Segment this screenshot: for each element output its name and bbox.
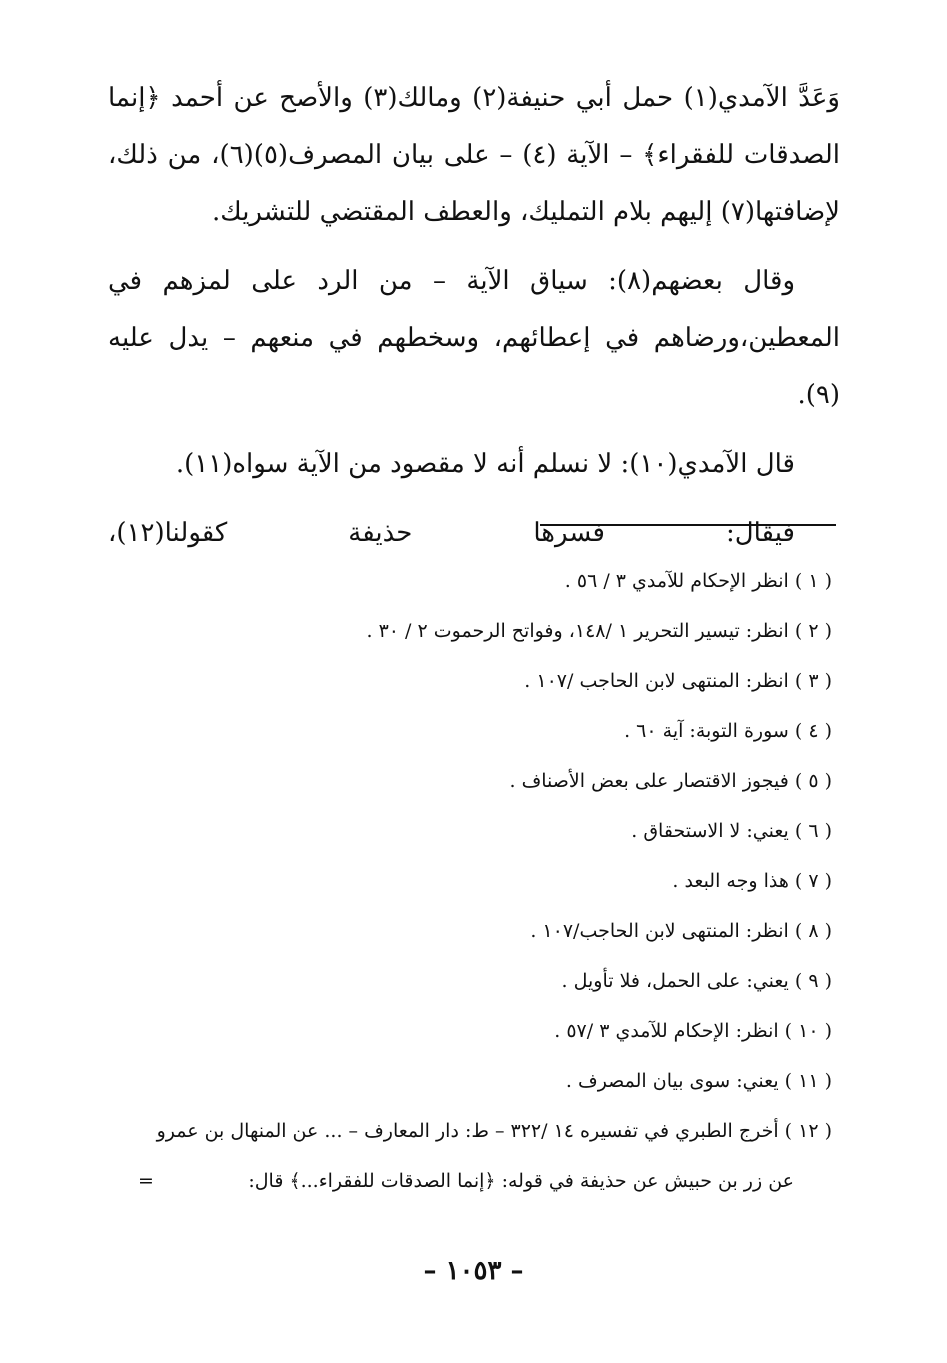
footnote-5: ( ٥ ) فيجوز الاقتصار على بعض الأصناف .: [509, 770, 832, 792]
paragraph-4: فيقال: فسرها حذيفة كقولنا(١٢)،: [108, 518, 795, 548]
footnote-4: ( ٤ ) سورة التوبة: آية ٦٠ .: [624, 720, 832, 742]
footnote-6: ( ٦ ) يعني: لا الاستحقاق .: [631, 820, 832, 842]
paragraph-3: قال الآمدي(١٠): لا نسلم أنه لا مقصود من الآية سواه(١١).: [175, 449, 795, 479]
footnote-12: ( ١٢ ) أخرج الطبري في تفسيره ١٤ /٣٢٢ – ط: دار المعارف – ... عن المنهال بن عمرو: [156, 1120, 832, 1142]
paragraph-2: وقال بعضهم(٨): سياق الآية – من الرد على لمزهم في المعطين،ورضاهم في إعطائهم، وسخطهم في منعهم – يدل عليه (٩).: [108, 266, 840, 410]
footnotes: [108, 556, 832, 1206]
footnote-12-continuation: [108, 1156, 832, 1206]
main-text: [108, 70, 840, 574]
continuation-mark: =: [138, 1170, 154, 1192]
footnote-separator: [540, 524, 836, 526]
footnote-continuation-text: عن زر بن حبيش عن حذيفة في قوله: ﴿إنما الصدقات للفقراء...﴾ قال:: [248, 1170, 794, 1192]
footnote-7: ( ٧ ) هذا وجه البعد .: [672, 870, 832, 892]
footnote-3: ( ٣ ) انظر: المنتهى لابن الحاجب /١٠٧ .: [524, 670, 832, 692]
footnote-9: ( ٩ ) يعني: على الحمل، فلا تأويل .: [561, 970, 832, 992]
footnote-8: ( ٨ ) انظر: المنتهى لابن الحاجب/١٠٧ .: [530, 920, 832, 942]
footnote-2: ( ٢ ) انظر: تيسير التحرير ١ /١٤٨، وفواتح الرحموت ٢ / ٣٠ .: [366, 620, 832, 642]
footnote-11: ( ١١ ) يعني: سوى بيان المصرف .: [565, 1070, 832, 1092]
footnote-1: ( ١ ) انظر الإحكام للآمدي ٣ / ٥٦ .: [564, 570, 832, 592]
page-number: – ١٠٥٣ –: [423, 1256, 524, 1286]
footnote-10: ( ١٠ ) انظر: الإحكام للآمدي ٣ /٥٧ .: [554, 1020, 832, 1042]
paragraph-1: وَعَدَّ الآمدي(١) حمل أبي حنيفة(٢) ومالك(٣) والأصح عن أحمد ﴿إنما الصدقات للفقراء﴾ – الآية (٤) – على بيان المصرف(٥)(٦)، من ذلك، لإضافتها(٧) إليهم بلام التمليك، والعطف المقتضي للتشريك.: [108, 83, 840, 227]
